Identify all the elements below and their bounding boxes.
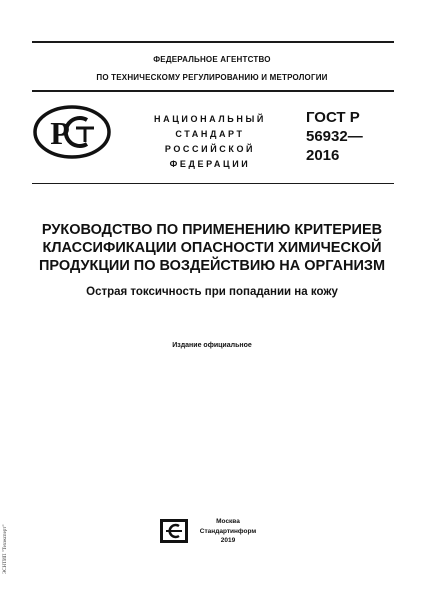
agency-name-line2: ПО ТЕХНИЧЕСКОМУ РЕГУЛИРОВАНИЮ И МЕТРОЛОГИИ xyxy=(96,73,328,82)
document-subtitle: Острая токсичность при попадании на кожу xyxy=(86,286,338,298)
standard-type xyxy=(130,112,290,172)
publisher-block xyxy=(193,517,263,546)
standard-type-line: СТАНДАРТ xyxy=(175,129,245,139)
agency-name-line1: ФЕДЕРАЛЬНОЕ АГЕНТСТВО xyxy=(153,55,271,64)
rst-mark-icon xyxy=(32,104,112,165)
standard-code-line: 2016 xyxy=(306,147,340,164)
side-watermark-note: ЭСНТИП "Техэксперт" xyxy=(3,524,8,574)
standard-type-line: ФЕДЕРАЦИИ xyxy=(169,159,251,169)
standard-code-line: 56932— xyxy=(306,128,363,145)
standard-code-line: ГОСТ Р xyxy=(306,109,360,126)
standard-type-line: РОССИЙСКОЙ xyxy=(164,144,256,154)
header-rule xyxy=(32,90,394,92)
publisher-city: Москва xyxy=(216,518,240,525)
svg-text:Р: Р xyxy=(50,115,70,151)
document-title xyxy=(18,221,406,275)
title-line: ПРОДУКЦИИ ПО ВОЗДЕЙСТВИЮ НА ОРГАНИЗМ xyxy=(38,258,386,274)
edition-label: Издание официальное xyxy=(172,342,252,349)
code-rule xyxy=(32,183,394,184)
standard-type-line: НАЦИОНАЛЬНЫЙ xyxy=(154,114,266,124)
publisher-year: 2019 xyxy=(220,537,236,544)
title-line: КЛАССИФИКАЦИИ ОПАСНОСТИ ХИМИЧЕСКОЙ xyxy=(42,240,382,256)
standartinform-logo-icon xyxy=(159,518,189,549)
top-rule xyxy=(32,41,394,43)
publisher-name: Стандартинформ xyxy=(199,527,257,535)
title-line: РУКОВОДСТВО ПО ПРИМЕНЕНИЮ КРИТЕРИЕВ xyxy=(41,222,383,238)
standard-code xyxy=(306,108,363,165)
